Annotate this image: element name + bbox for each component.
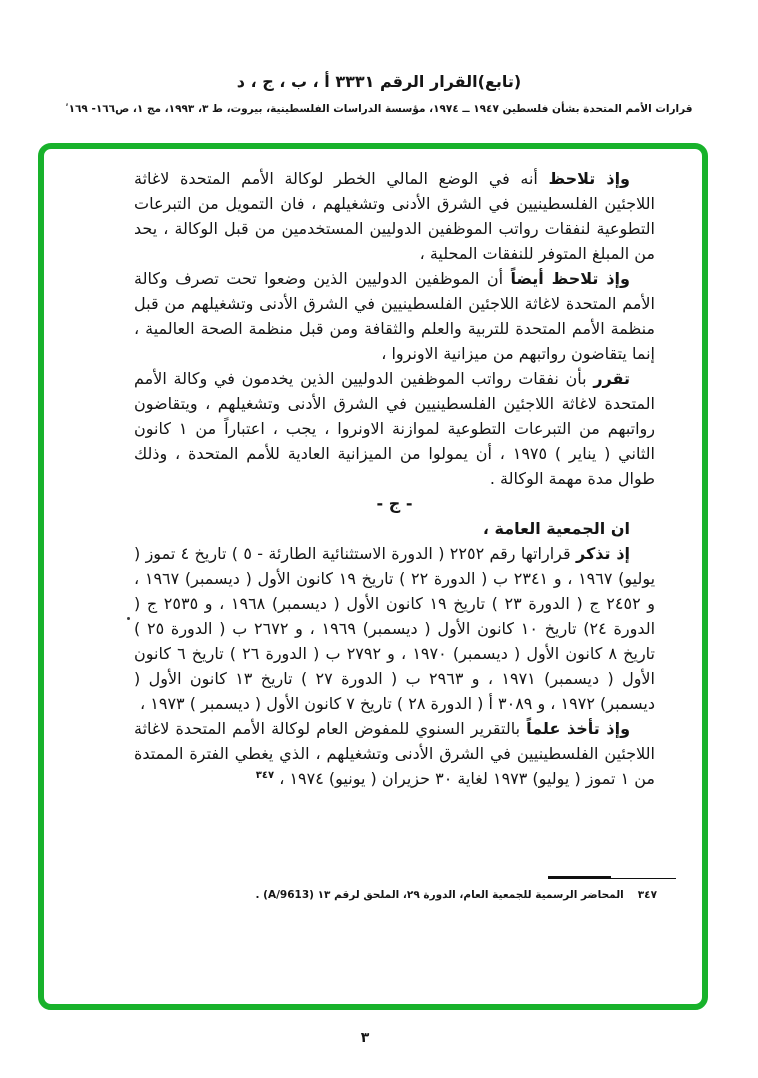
footnote-separator-thick <box>548 876 611 879</box>
footnote <box>117 888 657 902</box>
paragraph-lead: إذ تذكر <box>576 544 631 563</box>
stray-print-mark <box>127 617 130 620</box>
section-heading-jeem: - ج - <box>376 494 413 513</box>
paragraph-general-assembly <box>134 516 655 541</box>
paragraph-taking-note-report <box>134 716 655 791</box>
paragraph-lead: تقرر <box>593 369 630 388</box>
footnote-marker: ٣٤٧ <box>637 889 657 901</box>
resolution-title: (تابع)القرار الرقم ٣٣٣١ أ ، ب ، ج ، د <box>236 72 522 91</box>
paragraph-body: قراراتها رقم ٢٢٥٢ ( الدورة الاستثنائية الطارئة - ٥ ) تاريخ ٤ تموز ( يوليو) ١٩٦٧ ، و ٢٣٤١ ب ( الدورة ٢٢ ) تاريخ ١٩ كانون الأول ( ديسمبر) ١٩٦٧ ، و ٢٤٥٢ ج ( الدورة ٢٣ ) تاريخ ١٩ كانون الأول ( ديسمبر) ١٩٦٨ ، و ٢٥٣٥ ج ( الدورة ٢٤) تاريخ ١٠ كانون الأول ( ديسمبر) ١٩٦٩ ، و ٢٦٧٢ ب ( الدورة ٢٥ ) تاريخ ٨ كانون الأول ( ديسمبر) ١٩٧٠ ، و ٢٧٩٢ ب ( الدورة ٢٦ ) تاريخ ٦ كانون الأول ( ديسمبر) ١٩٧١ ، و ٢٩٦٣ ب ( الدورة ٢٧ ) تاريخ ١٣ كانون الأول ( ديسمبر) ١٩٧٢ ، و ٣٠٨٩ أ ( الدورة ٢٨ ) تاريخ ٧ كانون الأول ( ديسمبر ) ١٩٧٣ ، <box>134 544 656 713</box>
source-citation-line: قرارات الأمم المتحدة بشأن فلسطين ١٩٤٧ ــ ١٩٧٤، مؤسسة الدراسات الفلسطينية، بيروت، ط ٣، ١٩٩٣، مج ١، ص١٦٦- ١٦٩ʹ <box>65 103 693 115</box>
paragraph-body: بالتقرير السنوي للمفوض العام لوكالة الأمم المتحدة لاغاثة اللاجئين الفلسطينيين في الشرق الأدنى وتشغيلهم ، الذي يغطي الفترة الممتدة من ١ تموز ( يوليو) ١٩٧٣ لغاية ٣٠ حزيران ( يونيو) ١٩٧٤ ، <box>134 719 655 788</box>
paragraph-noting-financial <box>134 166 655 266</box>
resolution-text-block <box>134 166 655 791</box>
paragraph-noting-also <box>134 266 655 366</box>
paragraph-decides <box>134 366 655 491</box>
paragraph-body: أنه في الوضع المالي الخطر لوكالة الأمم المتحدة لاغاثة اللاجئين الفلسطينيين في الشرق الأدنى وتشغيلهم ، فان التمويل من التبرعات التطوعية لنفقات رواتب الموظفين الدوليين المستخدمين من قبل الوكالة ، يحد من المبلغ المتوفر للنفقات المحلية ، <box>134 169 655 263</box>
paragraph-lead: ان الجمعية العامة ، <box>482 519 630 538</box>
paragraph-lead: وإذ تأخذ علماً <box>526 719 631 738</box>
footnote-separator-thin <box>610 878 676 879</box>
page-number: ٣ <box>360 1030 370 1046</box>
paragraph-lead: وإذ تلاحظ <box>548 169 630 188</box>
footnote-text: المحاضر الرسمية للجمعية العام، الدورة ٢٩، الملحق لرقم ١٣ (A/9613) . <box>255 889 624 901</box>
paragraph-lead: وإذ تلاحظ أيضاً <box>510 269 630 288</box>
footnote-reference-347: ٣٤٧ <box>255 770 275 781</box>
paragraph-body: أن الموظفين الدوليين الذين وضعوا تحت تصرف وكالة الأمم المتحدة لاغاثة اللاجئين الفلسطينيين في الشرق الأدنى وتشغيلهم من قبل منظمة الأمم المتحدة للتربية والعلم والثقافة ومن قبل منظمة الصحة العالمية ، إنما يتقاضون رواتبهم من ميزانية الاونروا ، <box>134 269 655 363</box>
paragraph-recalling-resolutions <box>134 541 655 716</box>
paragraph-body: بأن نفقات رواتب الموظفين الدوليين الذين يخدمون في وكالة الأمم المتحدة لاغاثة اللاجئين الفلسطينيين في الشرق الأدنى وتشغيلهم ، ويتقاضون رواتبهم من التبرعات التطوعية لموازنة الاونروا ، يجب ، اعتباراً من ١ كانون الثاني ( يناير ) ١٩٧٥ ، أن يمولوا من الميزانية العادية للأمم المتحدة ، وذلك طوال مدة مهمة الوكالة . <box>134 369 655 488</box>
